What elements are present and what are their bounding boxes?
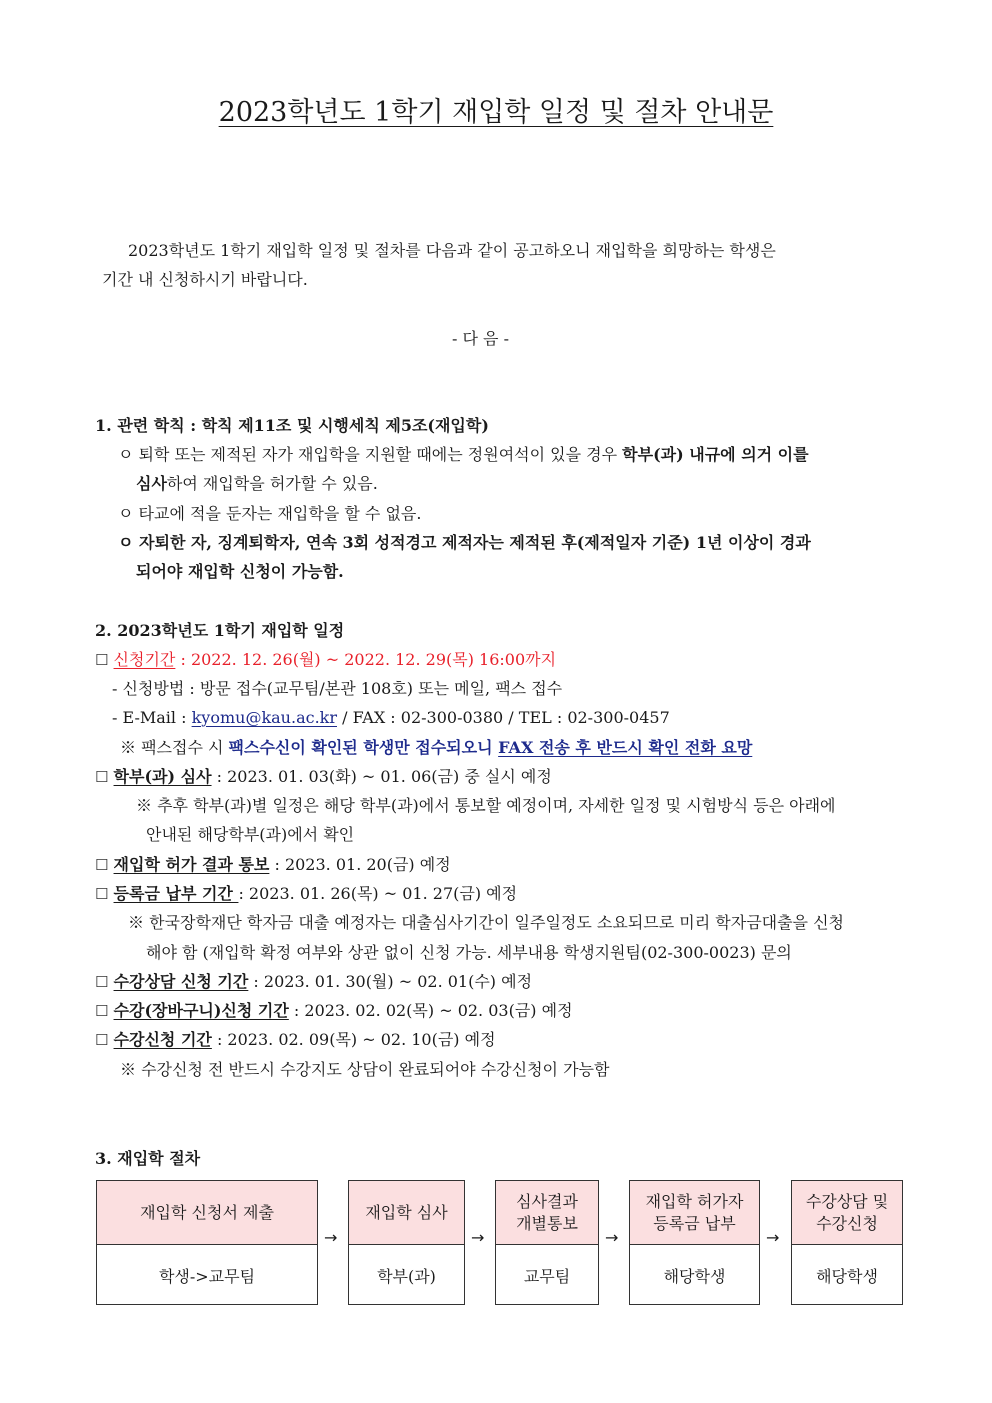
arrow-right-icon: → <box>605 1228 619 1247</box>
section1-bullet3: ㅇ 자퇴한 자, 징계퇴학자, 연속 3회 성적경고 제적자는 제적된 후(제적일자 기준) 1년 이상이 경과 <box>118 533 811 552</box>
flow-step-1-owner: 학생->교무팀 <box>158 1266 256 1286</box>
arrow-right-icon: → <box>471 1228 485 1247</box>
checkbox-icon: ☐ <box>95 1031 109 1049</box>
section1-bullet1: ㅇ 퇴학 또는 제적된 자가 재입학을 지원할 때에는 정원여석이 있을 경우 학부(과) 내규에 의거 이를 <box>118 445 809 464</box>
flow-step-1 <box>96 1180 318 1305</box>
review-note-1: ※ 추후 학부(과)별 일정은 해당 학부(과)에서 통보할 예정이며, 자세한 일정 및 시험방식 등은 아래에 <box>136 796 836 815</box>
course-row: ☐ 수강신청 기간 : 2023. 02. 09(목) ~ 02. 10(금) 예정 <box>95 1030 496 1049</box>
flow-step-4-title: 재입학 허가자 등록금 납부 <box>630 1181 759 1245</box>
section1-bullet1-cont: 심사하여 재입학을 허가할 수 있음. <box>136 474 378 493</box>
checkbox-icon: ☐ <box>95 651 109 669</box>
apply-period-row <box>95 649 556 671</box>
review-note-2: 안내된 해당학부(과)에서 확인 <box>146 825 355 844</box>
consult-row: ☐ 수강상담 신청 기간 : 2023. 01. 30(월) ~ 02. 01(수) 예정 <box>95 972 533 991</box>
page-title: 2023학년도 1학기 재입학 일정 및 절차 안내문 <box>218 97 774 128</box>
section1-heading: 1. 관련 학칙 : 학칙 제11조 및 시행세칙 제5조(재입학) <box>95 416 489 435</box>
section3-heading: 3. 재입학 절차 <box>95 1149 201 1168</box>
flow-step-2 <box>348 1180 465 1305</box>
arrow-right-icon: → <box>766 1228 780 1247</box>
apply-period-label: 신청기간 <box>113 650 176 669</box>
tuition-note-1: ※ 한국장학재단 학자금 대출 예정자는 대출심사기간이 일주일정도 소요되므로 미리 학자금대출을 신청 <box>128 913 845 932</box>
tuition-row: ☐ 등록금 납부 기간 : 2023. 01. 26(목) ~ 01. 27(금) 예정 <box>95 884 518 903</box>
result-row: ☐ 재입학 허가 결과 통보 : 2023. 01. 20(금) 예정 <box>95 855 451 874</box>
apply-period-value: : 2022. 12. 26(월) ~ 2022. 12. 29(목) 16:00까지 <box>175 650 557 669</box>
apply-method: - 신청방법 : 방문 접수(교무팀/본관 108호) 또는 메일, 팩스 접수 <box>112 679 563 698</box>
flow-step-4 <box>629 1180 760 1305</box>
flow-step-3-owner: 교무팀 <box>523 1266 571 1286</box>
flow-step-3-title: 심사결과 개별통보 <box>496 1181 598 1245</box>
email-link[interactable]: kyomu@kau.ac.kr <box>191 708 337 727</box>
checkbox-icon: ☐ <box>95 856 109 874</box>
course-note: ※ 수강신청 전 반드시 수강지도 상담이 완료되어야 수강신청이 가능함 <box>120 1060 610 1079</box>
flow-step-4-owner: 해당학생 <box>663 1266 726 1286</box>
flow-step-2-owner: 학부(과) <box>377 1266 436 1286</box>
checkbox-icon: ☐ <box>95 1002 109 1020</box>
intro-line-1: 2023학년도 1학기 재입학 일정 및 절차를 다음과 같이 공고하오니 재입학을 희망하는 학생은 <box>128 241 776 260</box>
contact-row: - E-Mail : kyomu@kau.ac.kr / FAX : 02-300-0380 / TEL : 02-300-0457 <box>112 708 670 727</box>
review-row: ☐ 학부(과) 심사 : 2023. 01. 03(화) ~ 01. 06(금) 중 실시 예정 <box>95 767 552 786</box>
flow-step-5-title: 수강상담 및 수강신청 <box>792 1181 902 1245</box>
section1-bullet2: ㅇ 타교에 적을 둔자는 재입학을 할 수 없음. <box>118 504 422 523</box>
flow-step-3 <box>495 1180 599 1305</box>
flow-step-1-title: 재입학 신청서 제출 <box>97 1181 317 1245</box>
dahum-label: - 다 음 - <box>452 329 509 348</box>
flow-step-5-owner: 해당학생 <box>816 1266 878 1286</box>
arrow-right-icon: → <box>324 1228 338 1247</box>
basket-row: ☐ 수강(장바구니)신청 기간 : 2023. 02. 02(목) ~ 02. 03(금) 예정 <box>95 1001 573 1020</box>
section1-bullet3-cont: 되어야 재입학 신청이 가능함. <box>136 562 344 581</box>
checkbox-icon: ☐ <box>95 768 109 786</box>
fax-note: ※ 팩스접수 시 팩스수신이 확인된 학생만 접수되오니 FAX 전송 후 반드시 확인 전화 요망 <box>120 738 753 757</box>
section2-heading: 2. 2023학년도 1학기 재입학 일정 <box>95 621 345 640</box>
checkbox-icon: ☐ <box>95 885 109 903</box>
flow-step-2-title: 재입학 심사 <box>349 1181 464 1245</box>
intro-line-2: 기간 내 신청하시기 바랍니다. <box>102 270 308 289</box>
checkbox-icon: ☐ <box>95 973 109 991</box>
tuition-note-2: 해야 함 (재입학 확정 여부와 상관 없이 신청 가능. 세부내용 학생지원팀(02-300-0023) 문의 <box>146 943 792 962</box>
flow-step-5 <box>791 1180 903 1305</box>
